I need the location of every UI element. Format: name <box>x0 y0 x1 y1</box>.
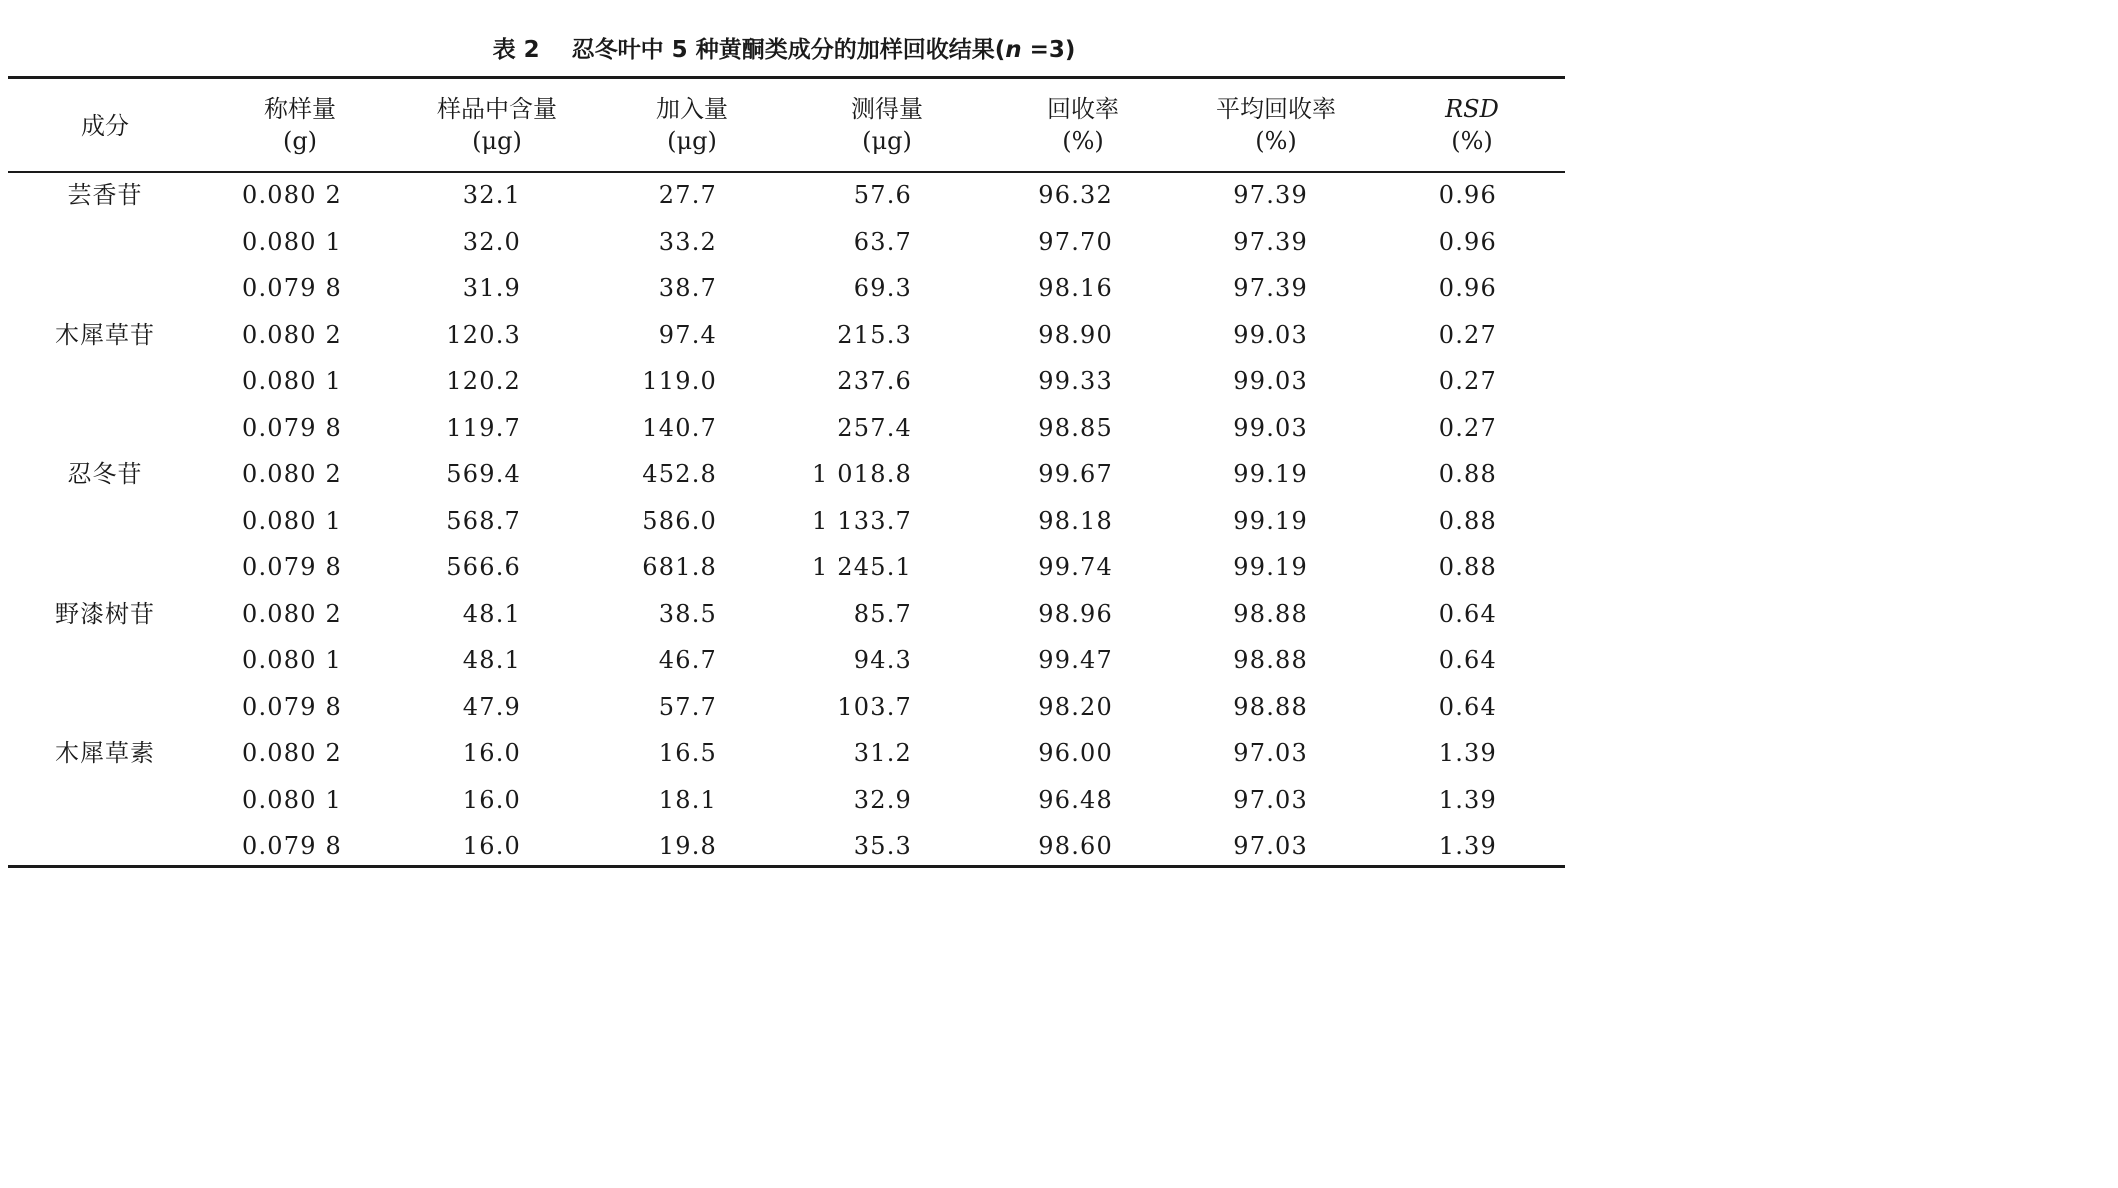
cell-rsd: 0.64 <box>1438 599 1497 628</box>
cell-rsd: 0.27 <box>1438 320 1497 349</box>
cell-mean-recovery: 98.88 <box>1233 692 1308 721</box>
cell-mean-recovery: 99.19 <box>1233 460 1308 488</box>
header-component <box>0 110 215 142</box>
cell-mean-recovery: 99.19 <box>1233 553 1308 581</box>
cell-added-amount: 119.0 <box>642 367 717 395</box>
cell-measured-amount: 1 018.8 <box>811 460 912 488</box>
cell-mean-recovery: 97.03 <box>1233 785 1308 814</box>
table-caption <box>0 30 1568 70</box>
cell-measured-amount: 69.3 <box>853 274 912 302</box>
cell-sample-weight: 0.080 2 <box>241 181 342 209</box>
cell-sample-weight: 0.079 8 <box>241 692 342 721</box>
cell-component: 木犀草素 <box>55 739 155 767</box>
cell-added-amount: 140.7 <box>642 413 717 442</box>
header-added-amount <box>582 93 802 157</box>
cell-sample-weight: 0.080 1 <box>241 227 342 256</box>
table-row <box>0 777 1568 823</box>
cell-sample-content: 47.9 <box>462 692 521 721</box>
cell-sample-weight: 0.080 2 <box>241 599 342 628</box>
table-row <box>0 405 1568 451</box>
cell-component: 芸香苷 <box>67 181 143 209</box>
header-mean-recovery-unit: (%) <box>1255 127 1297 155</box>
cell-rsd: 0.27 <box>1438 413 1497 442</box>
table-top-rule <box>8 76 1565 79</box>
cell-sample-content: 48.1 <box>462 646 521 674</box>
cell-sample-weight: 0.080 2 <box>241 320 342 349</box>
cell-measured-amount: 215.3 <box>837 320 912 349</box>
cell-mean-recovery: 97.03 <box>1233 739 1308 767</box>
cell-measured-amount: 1 133.7 <box>811 506 912 535</box>
cell-mean-recovery: 97.03 <box>1233 832 1308 860</box>
header-added-amount-label: 加入量 <box>656 95 728 123</box>
cell-sample-content: 32.1 <box>462 181 521 209</box>
cell-rsd: 0.88 <box>1438 506 1497 535</box>
cell-mean-recovery: 99.03 <box>1233 320 1308 349</box>
caption-n-value: =3) <box>1021 37 1076 63</box>
cell-added-amount: 452.8 <box>642 460 717 488</box>
table-row <box>0 591 1568 637</box>
cell-rsd: 1.39 <box>1438 785 1497 814</box>
cell-rsd: 0.88 <box>1438 553 1497 581</box>
cell-added-amount: 18.1 <box>658 785 717 814</box>
cell-recovery: 99.74 <box>1038 553 1113 581</box>
header-rsd-unit: (%) <box>1451 127 1493 155</box>
cell-sample-weight: 0.080 1 <box>241 785 342 814</box>
cell-sample-weight: 0.080 1 <box>241 646 342 674</box>
cell-rsd: 0.64 <box>1438 646 1497 674</box>
cell-recovery: 99.67 <box>1038 460 1113 488</box>
cell-recovery: 98.60 <box>1038 832 1113 860</box>
cell-added-amount: 46.7 <box>658 646 717 674</box>
header-sample-content <box>387 93 607 157</box>
table-row <box>0 498 1568 544</box>
table-row <box>0 265 1568 311</box>
cell-recovery: 97.70 <box>1038 227 1113 256</box>
table-row <box>0 358 1568 404</box>
cell-sample-weight: 0.080 1 <box>241 367 342 395</box>
cell-measured-amount: 94.3 <box>853 646 912 674</box>
cell-sample-content: 120.2 <box>446 367 521 395</box>
cell-mean-recovery: 98.88 <box>1233 646 1308 674</box>
cell-component: 忍冬苷 <box>67 460 143 488</box>
cell-sample-weight: 0.079 8 <box>241 413 342 442</box>
header-measured-amount-unit: (μg) <box>862 127 912 155</box>
cell-rsd: 0.64 <box>1438 692 1497 721</box>
cell-sample-content: 16.0 <box>462 832 521 860</box>
cell-measured-amount: 1 245.1 <box>811 553 912 581</box>
cell-added-amount: 681.8 <box>642 553 717 581</box>
cell-sample-content: 32.0 <box>462 227 521 256</box>
cell-recovery: 98.20 <box>1038 692 1113 721</box>
table-bottom-rule <box>8 865 1565 868</box>
cell-added-amount: 97.4 <box>658 320 717 349</box>
cell-recovery: 98.85 <box>1038 413 1113 442</box>
table-row <box>0 637 1568 683</box>
header-recovery-unit: (%) <box>1062 127 1104 155</box>
header-mean-recovery-label: 平均回收率 <box>1216 95 1336 123</box>
header-recovery <box>973 93 1193 157</box>
table-row <box>0 312 1568 358</box>
header-component-label: 成分 <box>81 112 129 140</box>
cell-sample-weight: 0.079 8 <box>241 274 342 302</box>
cell-component: 木犀草苷 <box>55 320 155 349</box>
header-sample-weight-label: 称样量 <box>264 95 336 123</box>
cell-measured-amount: 35.3 <box>853 832 912 860</box>
cell-recovery: 99.47 <box>1038 646 1113 674</box>
cell-added-amount: 57.7 <box>658 692 717 721</box>
cell-mean-recovery: 99.03 <box>1233 413 1308 442</box>
cell-measured-amount: 85.7 <box>853 599 912 628</box>
cell-rsd: 1.39 <box>1438 832 1497 860</box>
cell-recovery: 98.96 <box>1038 599 1113 628</box>
cell-recovery: 96.00 <box>1038 739 1113 767</box>
cell-sample-content: 120.3 <box>446 320 521 349</box>
cell-rsd: 0.27 <box>1438 367 1497 395</box>
table-row <box>0 730 1568 776</box>
cell-mean-recovery: 97.39 <box>1233 274 1308 302</box>
cell-mean-recovery: 97.39 <box>1233 181 1308 209</box>
cell-component: 野漆树苷 <box>55 599 155 628</box>
cell-sample-content: 568.7 <box>446 506 521 535</box>
cell-mean-recovery: 98.88 <box>1233 599 1308 628</box>
header-measured-amount <box>777 93 997 157</box>
header-mean-recovery <box>1166 93 1386 157</box>
cell-sample-weight: 0.080 2 <box>241 460 342 488</box>
table-row <box>0 451 1568 497</box>
cell-added-amount: 19.8 <box>658 832 717 860</box>
cell-sample-weight: 0.079 8 <box>241 832 342 860</box>
cell-rsd: 1.39 <box>1438 739 1497 767</box>
cell-added-amount: 27.7 <box>658 181 717 209</box>
table-row <box>0 823 1568 869</box>
cell-measured-amount: 63.7 <box>853 227 912 256</box>
cell-measured-amount: 103.7 <box>837 692 912 721</box>
cell-measured-amount: 32.9 <box>853 785 912 814</box>
header-recovery-label: 回收率 <box>1047 95 1119 123</box>
cell-sample-content: 119.7 <box>446 413 521 442</box>
header-measured-amount-label: 测得量 <box>851 95 923 123</box>
cell-added-amount: 586.0 <box>642 506 717 535</box>
header-sample-weight-unit: (g) <box>282 127 318 155</box>
cell-sample-weight: 0.080 1 <box>241 506 342 535</box>
cell-mean-recovery: 99.19 <box>1233 506 1308 535</box>
cell-rsd: 0.96 <box>1438 227 1497 256</box>
cell-sample-weight: 0.080 2 <box>241 739 342 767</box>
cell-sample-content: 16.0 <box>462 739 521 767</box>
header-sample-weight <box>190 93 410 157</box>
table-row <box>0 544 1568 590</box>
cell-recovery: 98.16 <box>1038 274 1113 302</box>
table-label: 表 2 <box>492 37 540 63</box>
table-row <box>0 172 1568 218</box>
cell-added-amount: 38.7 <box>658 274 717 302</box>
cell-mean-recovery: 97.39 <box>1233 227 1308 256</box>
cell-sample-content: 31.9 <box>462 274 521 302</box>
cell-recovery: 98.18 <box>1038 506 1113 535</box>
header-added-amount-unit: (μg) <box>667 127 717 155</box>
cell-sample-content: 48.1 <box>462 599 521 628</box>
cell-added-amount: 16.5 <box>658 739 717 767</box>
cell-measured-amount: 57.6 <box>853 181 912 209</box>
cell-sample-content: 569.4 <box>446 460 521 488</box>
cell-recovery: 98.90 <box>1038 320 1113 349</box>
cell-sample-content: 16.0 <box>462 785 521 814</box>
cell-rsd: 0.88 <box>1438 460 1497 488</box>
cell-recovery: 96.32 <box>1038 181 1113 209</box>
caption-n-variable: n <box>1005 37 1022 63</box>
cell-measured-amount: 257.4 <box>837 413 912 442</box>
cell-added-amount: 38.5 <box>658 599 717 628</box>
cell-measured-amount: 31.2 <box>853 739 912 767</box>
cell-mean-recovery: 99.03 <box>1233 367 1308 395</box>
cell-sample-weight: 0.079 8 <box>241 553 342 581</box>
cell-recovery: 96.48 <box>1038 785 1113 814</box>
cell-rsd: 0.96 <box>1438 181 1497 209</box>
header-sample-content-label: 样品中含量 <box>437 95 557 123</box>
header-rsd-label: RSD <box>1445 95 1499 123</box>
cell-added-amount: 33.2 <box>658 227 717 256</box>
table-title: 忍冬叶中 5 种黄酮类成分的加样回收结果( <box>571 37 1006 63</box>
header-rsd <box>1362 93 1582 157</box>
table-row <box>0 219 1568 265</box>
cell-rsd: 0.96 <box>1438 274 1497 302</box>
header-sample-content-unit: (μg) <box>472 127 522 155</box>
table-row <box>0 684 1568 730</box>
cell-sample-content: 566.6 <box>446 553 521 581</box>
cell-measured-amount: 237.6 <box>837 367 912 395</box>
cell-recovery: 99.33 <box>1038 367 1113 395</box>
